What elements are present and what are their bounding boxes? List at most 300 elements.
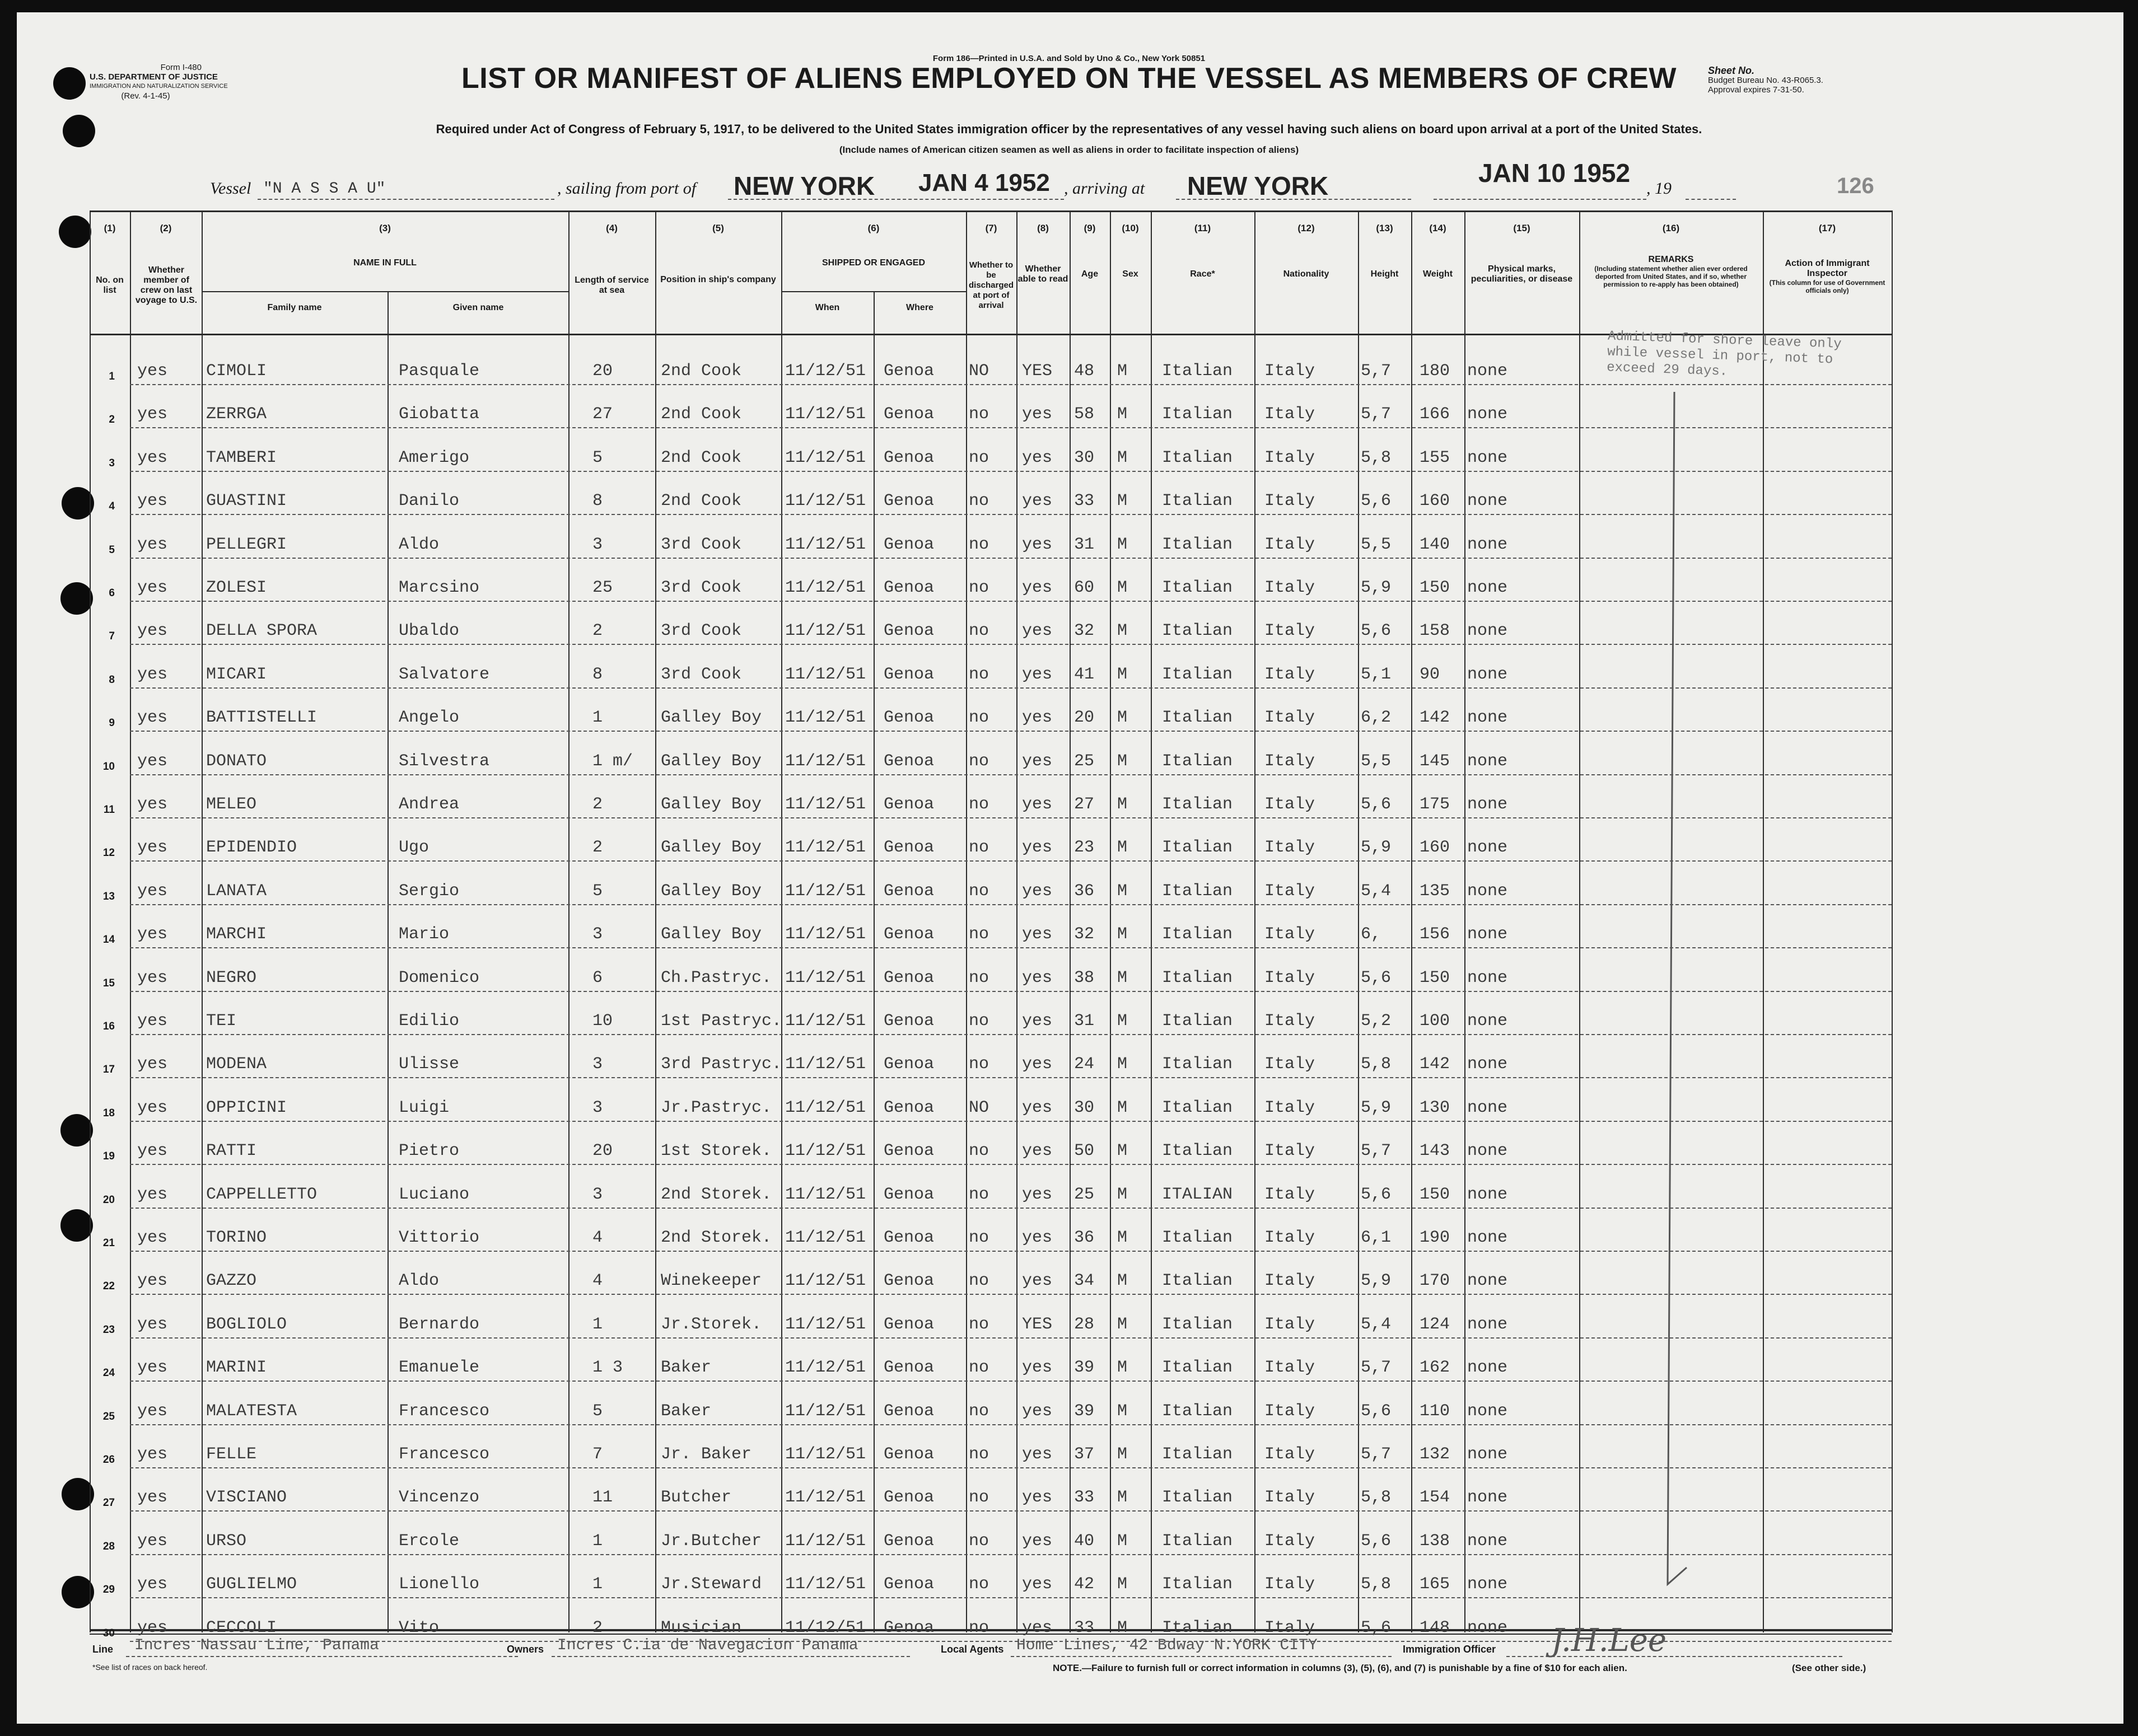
cell-able-to-read: yes xyxy=(1022,1532,1053,1551)
cell-age: 60 xyxy=(1074,578,1095,597)
cell-weight: 150 xyxy=(1420,1185,1450,1204)
row-number: 12 xyxy=(102,847,115,859)
cell-shipped-where: Genoa xyxy=(884,1228,935,1247)
sheet-block xyxy=(1708,66,1823,95)
cell-physical-marks: none xyxy=(1467,1532,1508,1551)
cell-race: Italian xyxy=(1162,1141,1233,1161)
cell-sex: M xyxy=(1117,362,1128,381)
cell-age: 34 xyxy=(1074,1271,1095,1290)
cell-height: 5,7 xyxy=(1361,1358,1392,1377)
cell-to-be-discharged: no xyxy=(969,708,989,727)
header-shipped-when: When xyxy=(815,303,840,312)
binder-hole xyxy=(59,216,91,248)
cell-family-name: NEGRO xyxy=(206,968,257,988)
cell-position: 2nd Cook xyxy=(661,405,742,424)
row-number: 28 xyxy=(102,1541,115,1552)
cell-height: 5,8 xyxy=(1361,448,1392,467)
cell-shipped-where: Genoa xyxy=(884,362,935,381)
cell-able-to-read: yes xyxy=(1022,1012,1053,1031)
colnum-9: (9) xyxy=(1084,223,1096,233)
races-note: *See list of races on back hereof. xyxy=(92,1663,208,1672)
cell-crew-last-voyage: yes xyxy=(137,838,168,857)
cell-nationality: Italy xyxy=(1264,1358,1315,1377)
cell-crew-last-voyage: yes xyxy=(137,1098,168,1117)
cell-nationality: Italy xyxy=(1264,1228,1315,1247)
cell-position: Jr. Baker xyxy=(661,1445,752,1464)
agents-label: Local Agents xyxy=(941,1644,1004,1655)
cell-nationality: Italy xyxy=(1264,578,1315,597)
header-age: Age xyxy=(1081,269,1099,279)
cell-height: 5,9 xyxy=(1361,1271,1392,1290)
officer-signature: J.H.Lee xyxy=(1551,1622,1667,1659)
cell-shipped-where: Genoa xyxy=(884,968,935,988)
cell-height: 5,6 xyxy=(1361,621,1392,640)
cell-age: 32 xyxy=(1074,621,1095,640)
cell-given-name: Domenico xyxy=(399,968,480,988)
owners-label: Owners xyxy=(507,1644,544,1655)
cell-to-be-discharged: no xyxy=(969,665,989,684)
cell-family-name: GAZZO xyxy=(206,1271,257,1290)
form-subnote: (Include names of American citizen seamen as well as aliens in order to facilitate inspection of aliens) xyxy=(839,144,1299,155)
cell-shipped-when: 11/12/51 xyxy=(785,448,866,467)
cell-given-name: Mario xyxy=(399,925,450,944)
cell-position: 3rd Cook xyxy=(661,535,742,554)
cell-sex: M xyxy=(1117,1228,1128,1247)
cell-shipped-where: Genoa xyxy=(884,1575,935,1594)
cell-nationality: Italy xyxy=(1264,1575,1315,1594)
row-number: 26 xyxy=(102,1454,115,1466)
cell-age: 48 xyxy=(1074,362,1095,381)
sheet-label: Sheet No. xyxy=(1708,65,1755,76)
cell-crew-last-voyage: yes xyxy=(137,1402,168,1421)
cell-sex: M xyxy=(1117,1055,1128,1074)
row-rule xyxy=(130,384,1892,385)
cell-crew-last-voyage: yes xyxy=(137,925,168,944)
header-physical-marks: Physical marks, peculiarities, or disease xyxy=(1471,264,1573,284)
cell-family-name: TORINO xyxy=(206,1228,267,1247)
cell-shipped-where: Genoa xyxy=(884,752,935,771)
cell-length-of-service: 3 xyxy=(592,1098,603,1117)
agents-value: Home Lines, 42 Bdway N.YORK CITY xyxy=(1016,1637,1318,1654)
cell-race: Italian xyxy=(1162,1575,1233,1594)
cell-length-of-service: 2 xyxy=(592,621,603,640)
cell-shipped-where: Genoa xyxy=(884,1012,935,1031)
header-height: Height xyxy=(1370,269,1399,279)
cell-position: Galley Boy xyxy=(661,838,762,857)
cell-race: Italian xyxy=(1162,1012,1233,1031)
to-port: NEW YORK xyxy=(1187,171,1329,200)
colnum-10: (10) xyxy=(1122,223,1139,233)
cell-length-of-service: 8 xyxy=(592,492,603,511)
cell-shipped-where: Genoa xyxy=(884,1055,935,1074)
row-rule xyxy=(130,1381,1892,1382)
cell-weight: 156 xyxy=(1420,925,1450,944)
cell-height: 5,6 xyxy=(1361,492,1392,511)
row-rule xyxy=(130,1121,1892,1122)
cell-weight: 142 xyxy=(1420,1055,1450,1074)
cell-height: 5,9 xyxy=(1361,1098,1392,1117)
cell-position: Baker xyxy=(661,1358,712,1377)
row-number: 7 xyxy=(109,630,115,642)
cell-to-be-discharged: no xyxy=(969,795,989,814)
cell-shipped-when: 11/12/51 xyxy=(785,1488,866,1507)
cell-position: Galley Boy xyxy=(661,882,762,901)
cell-weight: 145 xyxy=(1420,752,1450,771)
cell-length-of-service: 11 xyxy=(592,1488,613,1507)
colnum-11: (11) xyxy=(1194,223,1211,233)
cell-length-of-service: 2 xyxy=(592,1618,603,1637)
cell-height: 5,6 xyxy=(1361,795,1392,814)
cell-to-be-discharged: no xyxy=(969,535,989,554)
cell-length-of-service: 1 xyxy=(592,1532,603,1551)
cell-crew-last-voyage: yes xyxy=(137,1575,168,1594)
cell-shipped-where: Genoa xyxy=(884,1488,935,1507)
row-rule xyxy=(130,1554,1892,1555)
cell-able-to-read: yes xyxy=(1022,665,1053,684)
cell-able-to-read: YES xyxy=(1022,1315,1053,1334)
cell-to-be-discharged: no xyxy=(969,882,989,901)
cell-sex: M xyxy=(1117,1012,1128,1031)
cell-height: 5,8 xyxy=(1361,1488,1392,1507)
cell-to-be-discharged: no xyxy=(969,1618,989,1637)
cell-sex: M xyxy=(1117,968,1128,988)
cell-crew-last-voyage: yes xyxy=(137,1012,168,1031)
cell-race: Italian xyxy=(1162,882,1233,901)
cell-family-name: ZOLESI xyxy=(206,578,267,597)
cell-sex: M xyxy=(1117,578,1128,597)
cell-height: 5,7 xyxy=(1361,1445,1392,1464)
cell-family-name: VISCIANO xyxy=(206,1488,287,1507)
cell-physical-marks: none xyxy=(1467,621,1508,640)
row-rule xyxy=(130,860,1892,862)
printer-line: Form 186—Printed in U.S.A. and Sold by Uno & Co., New York 50851 xyxy=(932,54,1206,63)
cell-crew-last-voyage: yes xyxy=(137,362,168,381)
cell-age: 25 xyxy=(1074,752,1095,771)
cell-physical-marks: none xyxy=(1467,752,1508,771)
cell-height: 5,7 xyxy=(1361,405,1392,424)
colnum-4: (4) xyxy=(606,223,618,233)
cell-able-to-read: yes xyxy=(1022,1445,1053,1464)
cell-shipped-when: 11/12/51 xyxy=(785,752,866,771)
colnum-1: (1) xyxy=(104,223,116,233)
cell-able-to-read: yes xyxy=(1022,1575,1053,1594)
cell-height: 5,6 xyxy=(1361,1185,1392,1204)
cell-given-name: Salvatore xyxy=(399,665,490,684)
cell-nationality: Italy xyxy=(1264,1445,1315,1464)
header-name-in-full: NAME IN FULL xyxy=(353,258,417,268)
row-rule xyxy=(130,1337,1892,1339)
colnum-17: (17) xyxy=(1818,223,1836,233)
cell-height: 5,2 xyxy=(1361,1012,1392,1031)
cell-age: 33 xyxy=(1074,492,1095,511)
cell-crew-last-voyage: yes xyxy=(137,1618,168,1637)
cell-length-of-service: 3 xyxy=(592,925,603,944)
cell-age: 50 xyxy=(1074,1141,1095,1161)
cell-crew-last-voyage: yes xyxy=(137,752,168,771)
cell-able-to-read: yes xyxy=(1022,578,1053,597)
cell-race: Italian xyxy=(1162,1402,1233,1421)
cell-given-name: Amerigo xyxy=(399,448,470,467)
header-inspector: Action of Immigrant Inspector xyxy=(1785,259,1870,278)
cell-age: 32 xyxy=(1074,925,1095,944)
header-remarks-block xyxy=(1580,255,1762,288)
ditto-line xyxy=(1658,386,1691,1618)
cell-sex: M xyxy=(1117,1488,1128,1507)
cell-given-name: Luciano xyxy=(399,1185,470,1204)
cell-position: Galley Boy xyxy=(661,925,762,944)
row-rule xyxy=(130,601,1892,602)
row-number: 9 xyxy=(109,717,115,729)
cell-height: 5,5 xyxy=(1361,535,1392,554)
cell-length-of-service: 1 xyxy=(592,1315,603,1334)
cell-shipped-when: 11/12/51 xyxy=(785,1012,866,1031)
cell-shipped-where: Genoa xyxy=(884,621,935,640)
depart-date: JAN 4 1952 xyxy=(918,169,1050,196)
cell-position: 3rd Cook xyxy=(661,665,742,684)
cell-crew-last-voyage: yes xyxy=(137,708,168,727)
cell-age: 31 xyxy=(1074,535,1095,554)
cell-nationality: Italy xyxy=(1264,752,1315,771)
cell-shipped-when: 11/12/51 xyxy=(785,1055,866,1074)
arrive-date: JAN 10 1952 xyxy=(1478,158,1631,188)
cell-able-to-read: yes xyxy=(1022,1618,1053,1637)
cell-weight: 148 xyxy=(1420,1618,1450,1637)
cell-length-of-service: 5 xyxy=(592,1402,603,1421)
cell-given-name: Luigi xyxy=(399,1098,450,1117)
cell-weight: 150 xyxy=(1420,578,1450,597)
row-rule xyxy=(130,817,1892,818)
cell-to-be-discharged: NO xyxy=(969,1098,989,1117)
cell-weight: 166 xyxy=(1420,405,1450,424)
row-number: 14 xyxy=(102,934,115,946)
cell-physical-marks: none xyxy=(1467,925,1508,944)
cell-to-be-discharged: no xyxy=(969,492,989,511)
cell-length-of-service: 5 xyxy=(592,448,603,467)
colnum-16: (16) xyxy=(1662,223,1680,233)
cell-age: 39 xyxy=(1074,1358,1095,1377)
cell-crew-last-voyage: yes xyxy=(137,621,168,640)
cell-position: Galley Boy xyxy=(661,708,762,727)
cell-given-name: Ubaldo xyxy=(399,621,460,640)
cell-shipped-when: 11/12/51 xyxy=(785,621,866,640)
cell-sex: M xyxy=(1117,535,1128,554)
cell-sex: M xyxy=(1117,1141,1128,1161)
cell-given-name: Aldo xyxy=(399,535,440,554)
cell-shipped-when: 11/12/51 xyxy=(785,1228,866,1247)
cell-length-of-service: 5 xyxy=(592,882,603,901)
cell-age: 23 xyxy=(1074,838,1095,857)
cell-shipped-when: 11/12/51 xyxy=(785,1402,866,1421)
cell-nationality: Italy xyxy=(1264,1098,1315,1117)
cell-length-of-service: 1 xyxy=(592,708,603,727)
cell-weight: 165 xyxy=(1420,1575,1450,1594)
cell-family-name: EPIDENDIO xyxy=(206,838,297,857)
cell-able-to-read: yes xyxy=(1022,1185,1053,1204)
cell-crew-last-voyage: yes xyxy=(137,1271,168,1290)
cell-given-name: Aldo xyxy=(399,1271,440,1290)
cell-position: 2nd Cook xyxy=(661,362,742,381)
sailing-label: , sailing from port of xyxy=(557,179,697,198)
cell-physical-marks: none xyxy=(1467,1055,1508,1074)
cell-weight: 143 xyxy=(1420,1141,1450,1161)
cell-sex: M xyxy=(1117,665,1128,684)
cell-weight: 124 xyxy=(1420,1315,1450,1334)
cell-to-be-discharged: no xyxy=(969,1141,989,1161)
header-inspector-note: (This column for use of Government officials only) xyxy=(1769,279,1885,294)
cell-race: Italian xyxy=(1162,448,1233,467)
cell-position: Galley Boy xyxy=(661,795,762,814)
cell-race: Italian xyxy=(1162,578,1233,597)
cell-height: 5,7 xyxy=(1361,1141,1392,1161)
cell-family-name: MODENA xyxy=(206,1055,267,1074)
cell-weight: 135 xyxy=(1420,882,1450,901)
cell-weight: 190 xyxy=(1420,1228,1450,1247)
header-sex: Sex xyxy=(1122,269,1138,279)
cell-physical-marks: none xyxy=(1467,1618,1508,1637)
cell-race: Italian xyxy=(1162,492,1233,511)
cell-shipped-when: 11/12/51 xyxy=(785,1141,866,1161)
cell-shipped-where: Genoa xyxy=(884,1358,935,1377)
cell-crew-last-voyage: yes xyxy=(137,535,168,554)
cell-weight: 142 xyxy=(1420,708,1450,727)
cell-shipped-when: 11/12/51 xyxy=(785,1315,866,1334)
cell-weight: 180 xyxy=(1420,362,1450,381)
cell-nationality: Italy xyxy=(1264,621,1315,640)
cell-position: Jr.Steward xyxy=(661,1575,762,1594)
cell-crew-last-voyage: yes xyxy=(137,1532,168,1551)
cell-to-be-discharged: no xyxy=(969,405,989,424)
cell-shipped-where: Genoa xyxy=(884,708,935,727)
cell-age: 33 xyxy=(1074,1488,1095,1507)
cell-sex: M xyxy=(1117,492,1128,511)
cell-shipped-where: Genoa xyxy=(884,492,935,511)
cell-to-be-discharged: no xyxy=(969,1358,989,1377)
cell-able-to-read: yes xyxy=(1022,1488,1053,1507)
header-given-name: Given name xyxy=(452,303,504,312)
form-id: Form I-480 xyxy=(160,63,202,72)
cell-crew-last-voyage: yes xyxy=(137,1445,168,1464)
colnum-7: (7) xyxy=(985,223,997,233)
cell-age: 38 xyxy=(1074,968,1095,988)
cell-sex: M xyxy=(1117,838,1128,857)
cell-height: 5,6 xyxy=(1361,1402,1392,1421)
row-rule xyxy=(130,1597,1892,1598)
cell-physical-marks: none xyxy=(1467,665,1508,684)
cell-weight: 130 xyxy=(1420,1098,1450,1117)
cell-shipped-where: Genoa xyxy=(884,448,935,467)
cell-race: Italian xyxy=(1162,1315,1233,1334)
cell-nationality: Italy xyxy=(1264,1141,1315,1161)
cell-shipped-when: 11/12/51 xyxy=(785,1098,866,1117)
row-number: 16 xyxy=(102,1021,115,1032)
cell-sex: M xyxy=(1117,1271,1128,1290)
cell-race: Italian xyxy=(1162,1228,1233,1247)
cell-to-be-discharged: NO xyxy=(969,362,989,381)
cell-given-name: Pietro xyxy=(399,1141,460,1161)
cell-race: Italian xyxy=(1162,1618,1233,1637)
row-number: 21 xyxy=(102,1237,115,1249)
cell-crew-last-voyage: yes xyxy=(137,1488,168,1507)
cell-family-name: GUASTINI xyxy=(206,492,287,511)
cell-shipped-when: 11/12/51 xyxy=(785,362,866,381)
header-position: Position in ship's company xyxy=(660,275,776,284)
cell-length-of-service: 8 xyxy=(592,665,603,684)
cell-to-be-discharged: no xyxy=(969,968,989,988)
cell-race: Italian xyxy=(1162,795,1233,814)
cell-nationality: Italy xyxy=(1264,1402,1315,1421)
cell-shipped-where: Genoa xyxy=(884,1185,935,1204)
cell-family-name: LANATA xyxy=(206,882,267,901)
cell-length-of-service: 10 xyxy=(592,1012,613,1031)
cell-nationality: Italy xyxy=(1264,795,1315,814)
colnum-14: (14) xyxy=(1429,223,1446,233)
page-number: 126 xyxy=(1837,174,1874,198)
cell-length-of-service: 3 xyxy=(592,1055,603,1074)
cell-nationality: Italy xyxy=(1264,665,1315,684)
cell-crew-last-voyage: yes xyxy=(137,968,168,988)
header-family-name: Family name xyxy=(267,303,322,312)
cell-able-to-read: yes xyxy=(1022,838,1053,857)
cell-race: Italian xyxy=(1162,925,1233,944)
cell-shipped-where: Genoa xyxy=(884,1445,935,1464)
cell-physical-marks: none xyxy=(1467,492,1508,511)
cell-weight: 158 xyxy=(1420,621,1450,640)
cell-height: 6, xyxy=(1361,925,1381,944)
cell-able-to-read: yes xyxy=(1022,1402,1053,1421)
cell-position: Jr.Pastryc. xyxy=(661,1098,772,1117)
cell-shipped-where: Genoa xyxy=(884,838,935,857)
cell-able-to-read: yes xyxy=(1022,1141,1053,1161)
header-weight: Weight xyxy=(1422,269,1453,279)
row-number: 8 xyxy=(109,674,115,686)
cell-age: 25 xyxy=(1074,1185,1095,1204)
cell-age: 58 xyxy=(1074,405,1095,424)
cell-able-to-read: yes xyxy=(1022,752,1053,771)
line-label: Line xyxy=(92,1644,114,1655)
cell-family-name: OPPICINI xyxy=(206,1098,287,1117)
header-no-on-list: No. on list xyxy=(96,275,124,295)
header-shipped-where: Where xyxy=(906,303,933,312)
cell-race: Italian xyxy=(1162,1488,1233,1507)
colnum-15: (15) xyxy=(1513,223,1530,233)
cell-given-name: Francesco xyxy=(399,1445,490,1464)
cell-nationality: Italy xyxy=(1264,362,1315,381)
header-length-of-service: Length of service at sea xyxy=(575,275,649,295)
cell-sex: M xyxy=(1117,925,1128,944)
cell-family-name: BOGLIOLO xyxy=(206,1315,287,1334)
cell-able-to-read: yes xyxy=(1022,1271,1053,1290)
cell-position: Butcher xyxy=(661,1488,732,1507)
cell-able-to-read: yes xyxy=(1022,795,1053,814)
cell-length-of-service: 4 xyxy=(592,1271,603,1290)
cell-able-to-read: yes xyxy=(1022,535,1053,554)
cell-length-of-service: 7 xyxy=(592,1445,603,1464)
cell-age: 30 xyxy=(1074,1098,1095,1117)
cell-race: Italian xyxy=(1162,1098,1233,1117)
arriving-label: , arriving at xyxy=(1064,179,1145,198)
cell-nationality: Italy xyxy=(1264,1012,1315,1031)
cell-shipped-where: Genoa xyxy=(884,1315,935,1334)
cell-able-to-read: yes xyxy=(1022,882,1053,901)
row-rule xyxy=(130,1294,1892,1295)
cell-shipped-when: 11/12/51 xyxy=(785,882,866,901)
cell-height: 6,2 xyxy=(1361,708,1392,727)
row-number: 10 xyxy=(102,761,115,773)
cell-age: 36 xyxy=(1074,1228,1095,1247)
cell-race: Italian xyxy=(1162,968,1233,988)
cell-family-name: CECCOLI xyxy=(206,1618,277,1637)
cell-able-to-read: yes xyxy=(1022,925,1053,944)
